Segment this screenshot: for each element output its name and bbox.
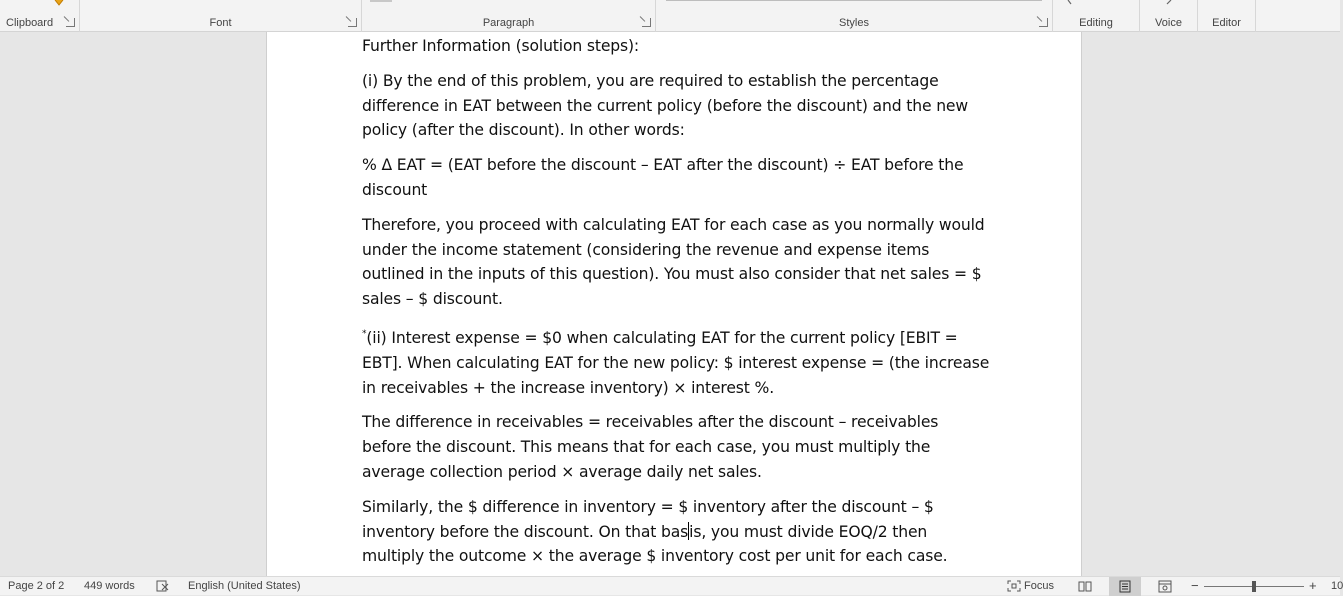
- section-heading: Further Information (solution steps):: [362, 37, 640, 55]
- styles-label: Styles: [839, 17, 869, 29]
- ribbon-group-clipboard: [0, 0, 80, 32]
- focus-icon[interactable]: [1007, 580, 1021, 592]
- find-icon[interactable]: [1067, 0, 1075, 5]
- font-label: Font: [209, 17, 232, 29]
- web-layout-button[interactable]: [1149, 577, 1181, 596]
- paragraph-receivables: The difference in receivables = receivables after the discount – receivables before the discount. This means that for each case, you must multiply the average collection period × average daily net sales.: [362, 413, 939, 481]
- ribbon-group-editor: [1198, 0, 1256, 32]
- zoom-out-button[interactable]: −: [1191, 578, 1199, 593]
- document-body[interactable]: [362, 34, 992, 579]
- clipboard-label: Clipboard: [6, 17, 54, 29]
- ribbon-group-font: [80, 0, 362, 32]
- ribbon-group-editing: [1053, 0, 1140, 32]
- focus-button[interactable]: Focus: [1024, 580, 1054, 592]
- web-layout-icon: [1158, 580, 1172, 593]
- inventory-text-after-caret: is, you must divide EOQ/2 then multiply the outcome × the average $ inventory cost per unit for each case.: [362, 522, 948, 566]
- zoom-in-button[interactable]: +: [1309, 578, 1317, 593]
- editing-label: Editing: [1079, 17, 1113, 29]
- format-painter-icon[interactable]: [52, 0, 66, 6]
- paragraph-percentage-difference: (i) By the end of this problem, you are required to establish the percentage difference in EAT between the current policy (before the discount) and the new policy (after the discount). In other words:: [362, 71, 968, 140]
- document-canvas[interactable]: [0, 32, 1340, 576]
- document-page[interactable]: [266, 32, 1082, 576]
- ribbon-group-paragraph: [362, 0, 656, 32]
- inventory-text-before-caret: Similarly, the $ difference in inventory = $ inventory after the discount – $ inventory before the discount. On that bas: [362, 497, 934, 541]
- status-bar: [0, 576, 1343, 595]
- voice-label: Voice: [1155, 17, 1182, 29]
- paragraph-interest-expense: [362, 322, 992, 400]
- font-launcher-icon[interactable]: [348, 18, 357, 27]
- paragraph-income-statement: Therefore, you proceed with calculating EAT for each case as you normally would under the income statement (considering the revenue and expense items outlined in the inputs of this question). You must also consider that net sales = $ sales – $ discount.: [362, 215, 985, 309]
- paragraph-formula: % Δ EAT = (EAT before the discount – EAT after the discount) ÷ EAT before the discount: [362, 156, 964, 199]
- zoom-level[interactable]: 10: [1331, 580, 1343, 592]
- dictate-icon[interactable]: [1166, 0, 1174, 5]
- interest-expense-text: (ii) Interest expense = $0 when calculating EAT for the current policy [EBIT = EBT]. When calculating EAT for the new policy: $ interest expense = (the increase in receivables + the increase inventory) × interest %.: [362, 328, 990, 397]
- footnote-mark: *: [362, 328, 367, 339]
- print-layout-icon: [1119, 580, 1131, 593]
- styles-launcher-icon[interactable]: [1039, 18, 1048, 27]
- paragraph-inventory: [362, 495, 992, 569]
- page-count[interactable]: Page 2 of 2: [8, 580, 65, 592]
- ribbon-group-styles: [656, 0, 1053, 32]
- editor-label: Editor: [1212, 17, 1241, 29]
- zoom-slider-thumb[interactable]: [1252, 581, 1256, 592]
- paragraph-label: Paragraph: [482, 17, 535, 29]
- ribbon-group-voice: [1140, 0, 1198, 32]
- styles-gallery-edge[interactable]: [666, 0, 1042, 1]
- proofing-icon[interactable]: [156, 580, 170, 592]
- paragraph-launcher-icon[interactable]: [642, 18, 651, 27]
- print-layout-button[interactable]: [1109, 577, 1141, 596]
- read-mode-icon: [1078, 581, 1092, 592]
- language-indicator[interactable]: English (United States): [188, 580, 301, 592]
- clipboard-launcher-icon[interactable]: [66, 18, 75, 27]
- word-count[interactable]: 449 words: [84, 580, 135, 592]
- read-mode-button[interactable]: [1069, 577, 1101, 596]
- paragraph-button-edge[interactable]: [370, 0, 392, 2]
- ribbon: [0, 0, 1340, 32]
